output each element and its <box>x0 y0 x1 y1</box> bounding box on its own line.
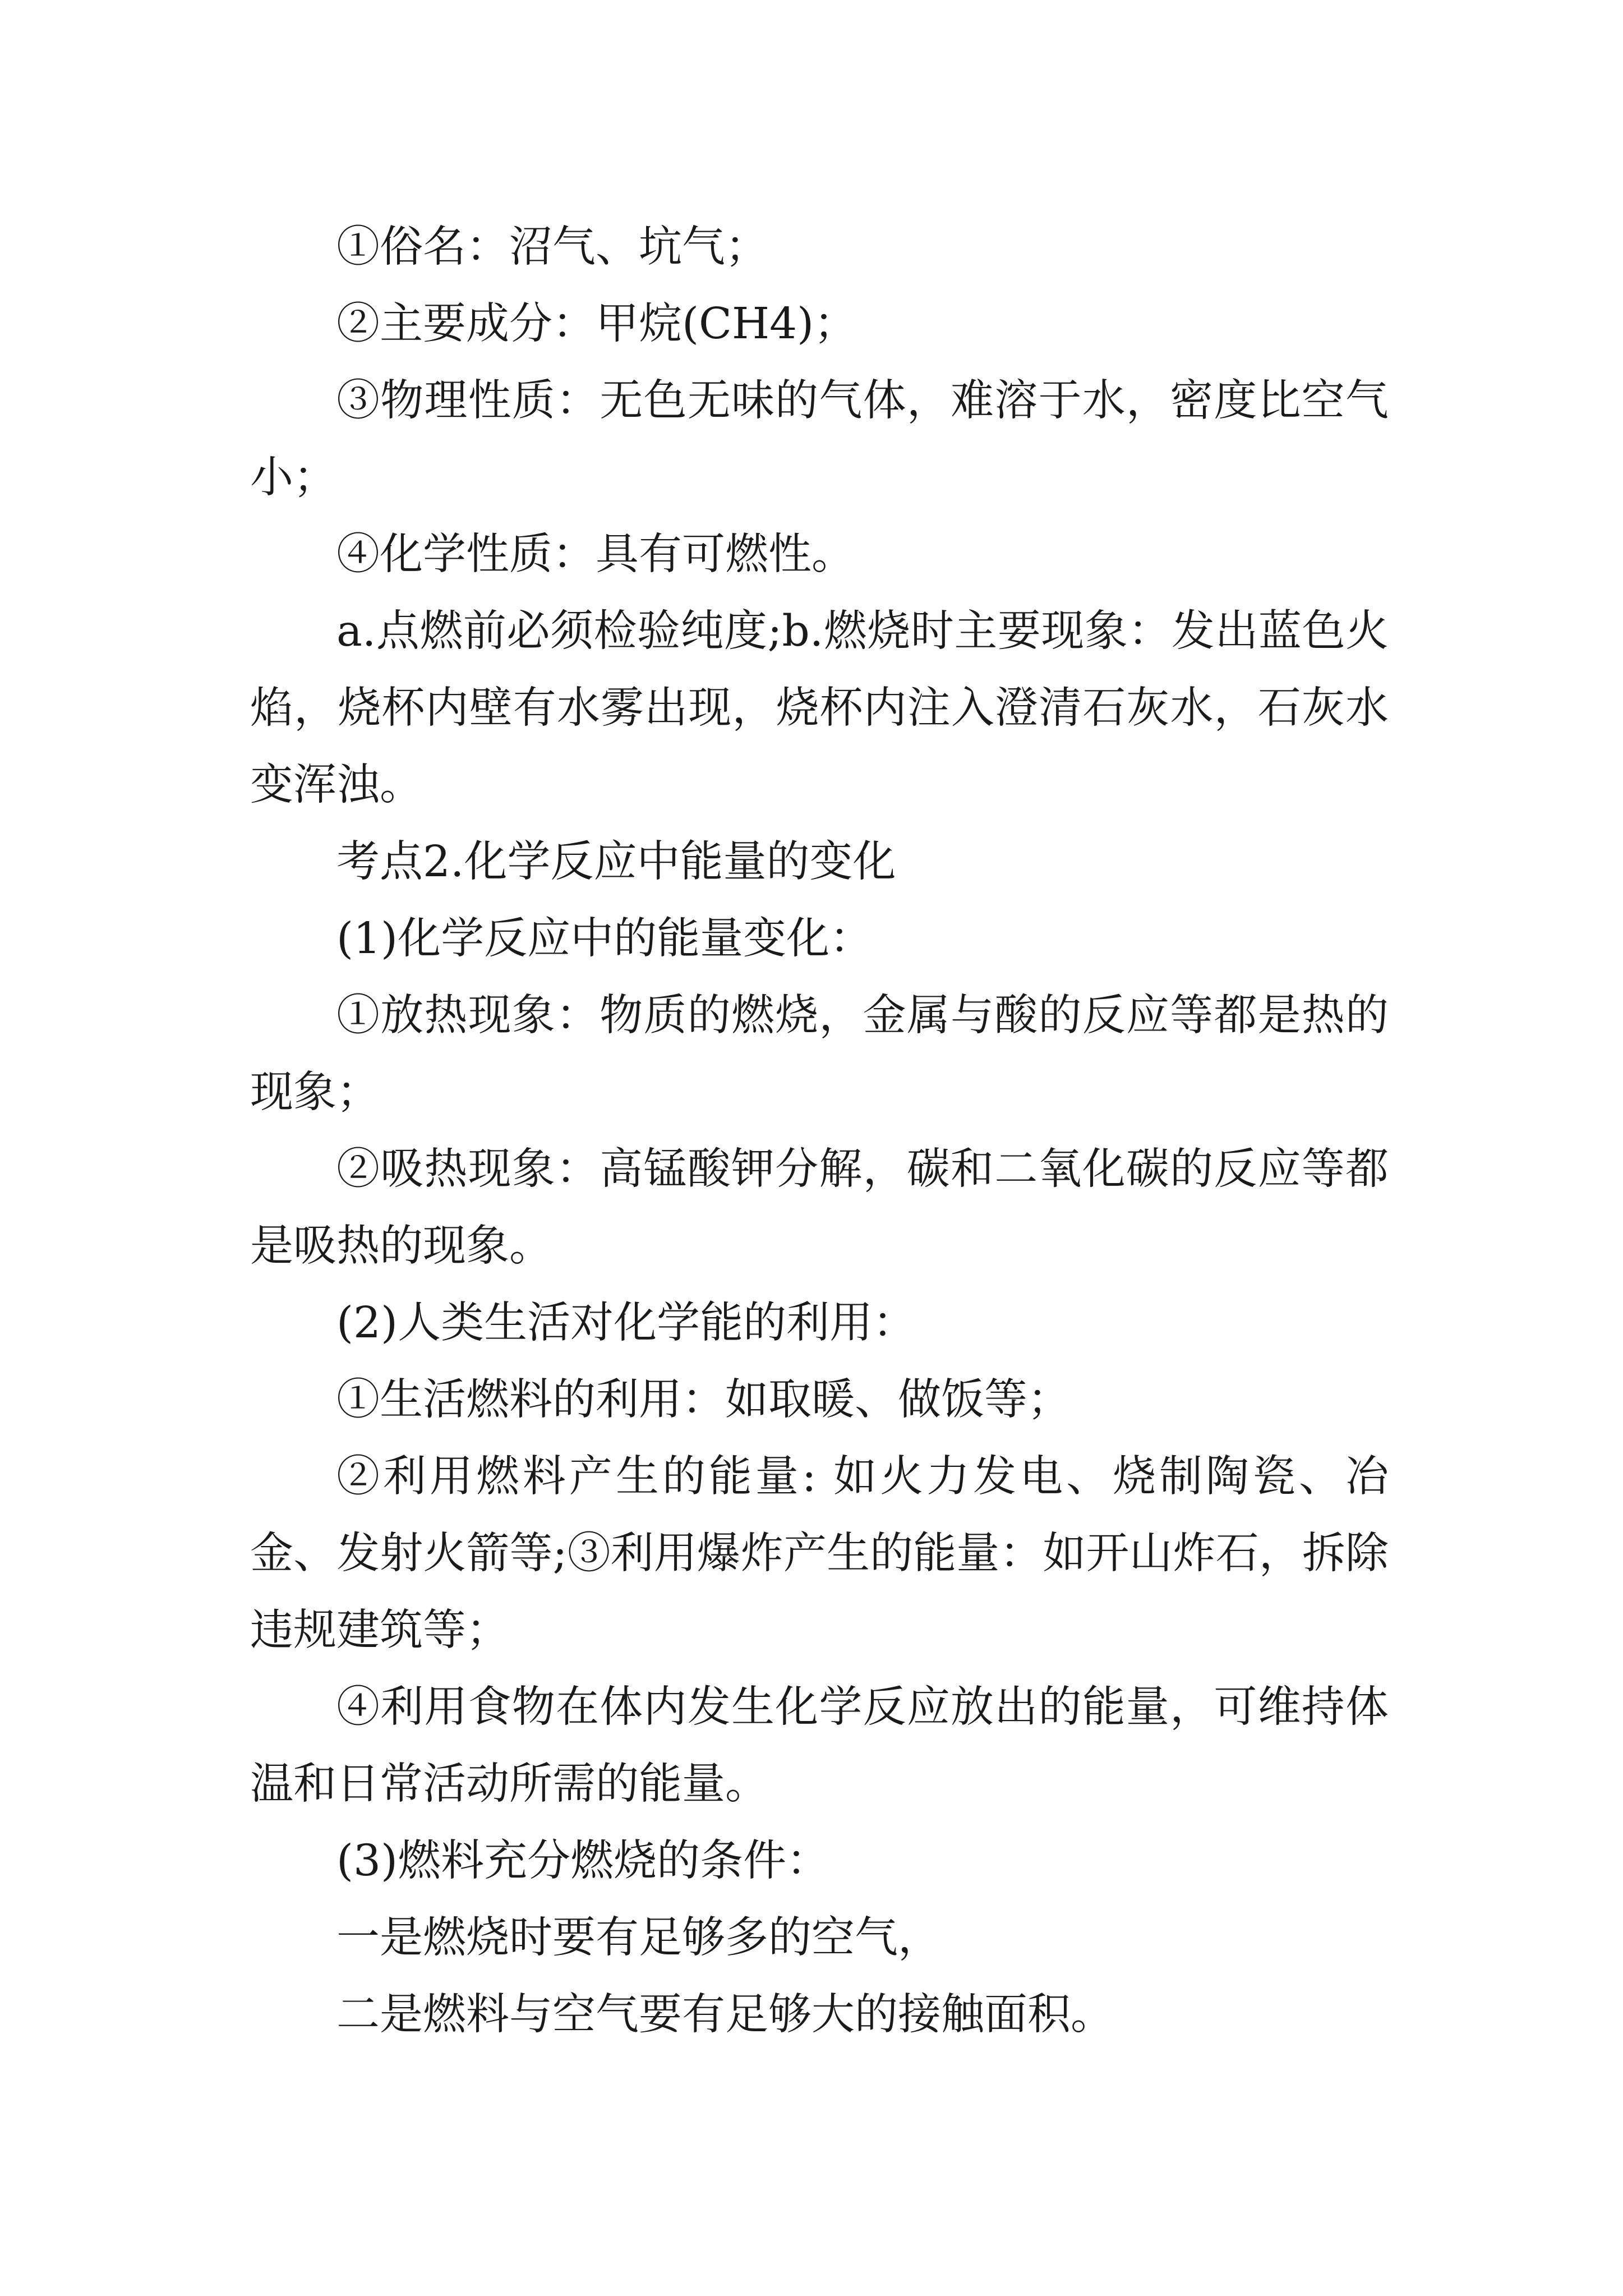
paragraph-main-component: ②主要成分：甲烷(CH4)； <box>336 299 857 349</box>
paragraph-combustion-notes: a.点燃前必须检验纯度;b.燃烧时主要现象：发出蓝色火焰，烧杯内壁有水雾出现，烧杯内注入澄清石灰水，石灰水变浑浊。 <box>250 606 1389 810</box>
subheading-chemical-energy-use: (2)人类生活对化学能的利用： <box>336 1298 916 1348</box>
paragraph-fuel-use: ①生活燃料的利用：如取暖、做饭等； <box>336 1375 1071 1425</box>
subheading-full-combustion: (3)燃料充分燃烧的条件： <box>336 1836 830 1886</box>
paragraph-endothermic: ②吸热现象：高锰酸钾分解，碳和二氧化碳的反应等都是吸热的现象。 <box>250 1144 1389 1271</box>
paragraph-physical-properties: ③物理性质：无色无味的气体，难溶于水，密度比空气小； <box>250 376 1389 503</box>
paragraph-fuel-energy-use: ②利用燃料产生的能量: 如火力发电、烧制陶瓷、冶金、发射火箭等;③利用爆炸产生的能量：如开山炸石，拆除违规建筑等； <box>250 1452 1389 1655</box>
paragraph-condition-contact: 二是燃料与空气要有足够大的接触面积。 <box>336 1990 1114 2040</box>
document-body <box>250 209 1389 2053</box>
paragraph-food-energy: ④利用食物在体内发生化学反应放出的能量，可维持体温和日常活动所需的能量。 <box>250 1682 1389 1809</box>
paragraph-exothermic: ①放热现象：物质的燃烧，金属与酸的反应等都是热的现象； <box>250 991 1389 1117</box>
paragraph-chemical-properties: ④化学性质：具有可燃性。 <box>336 530 855 579</box>
paragraph-condition-air: 一是燃烧时要有足够多的空气， <box>336 1913 941 1963</box>
subheading-energy-change: (1)化学反应中的能量变化： <box>336 914 873 964</box>
section-heading-point-2: 考点2.化学反应中能量的变化 <box>336 837 896 887</box>
paragraph-common-name: ①俗名：沼气、坑气； <box>336 222 768 272</box>
